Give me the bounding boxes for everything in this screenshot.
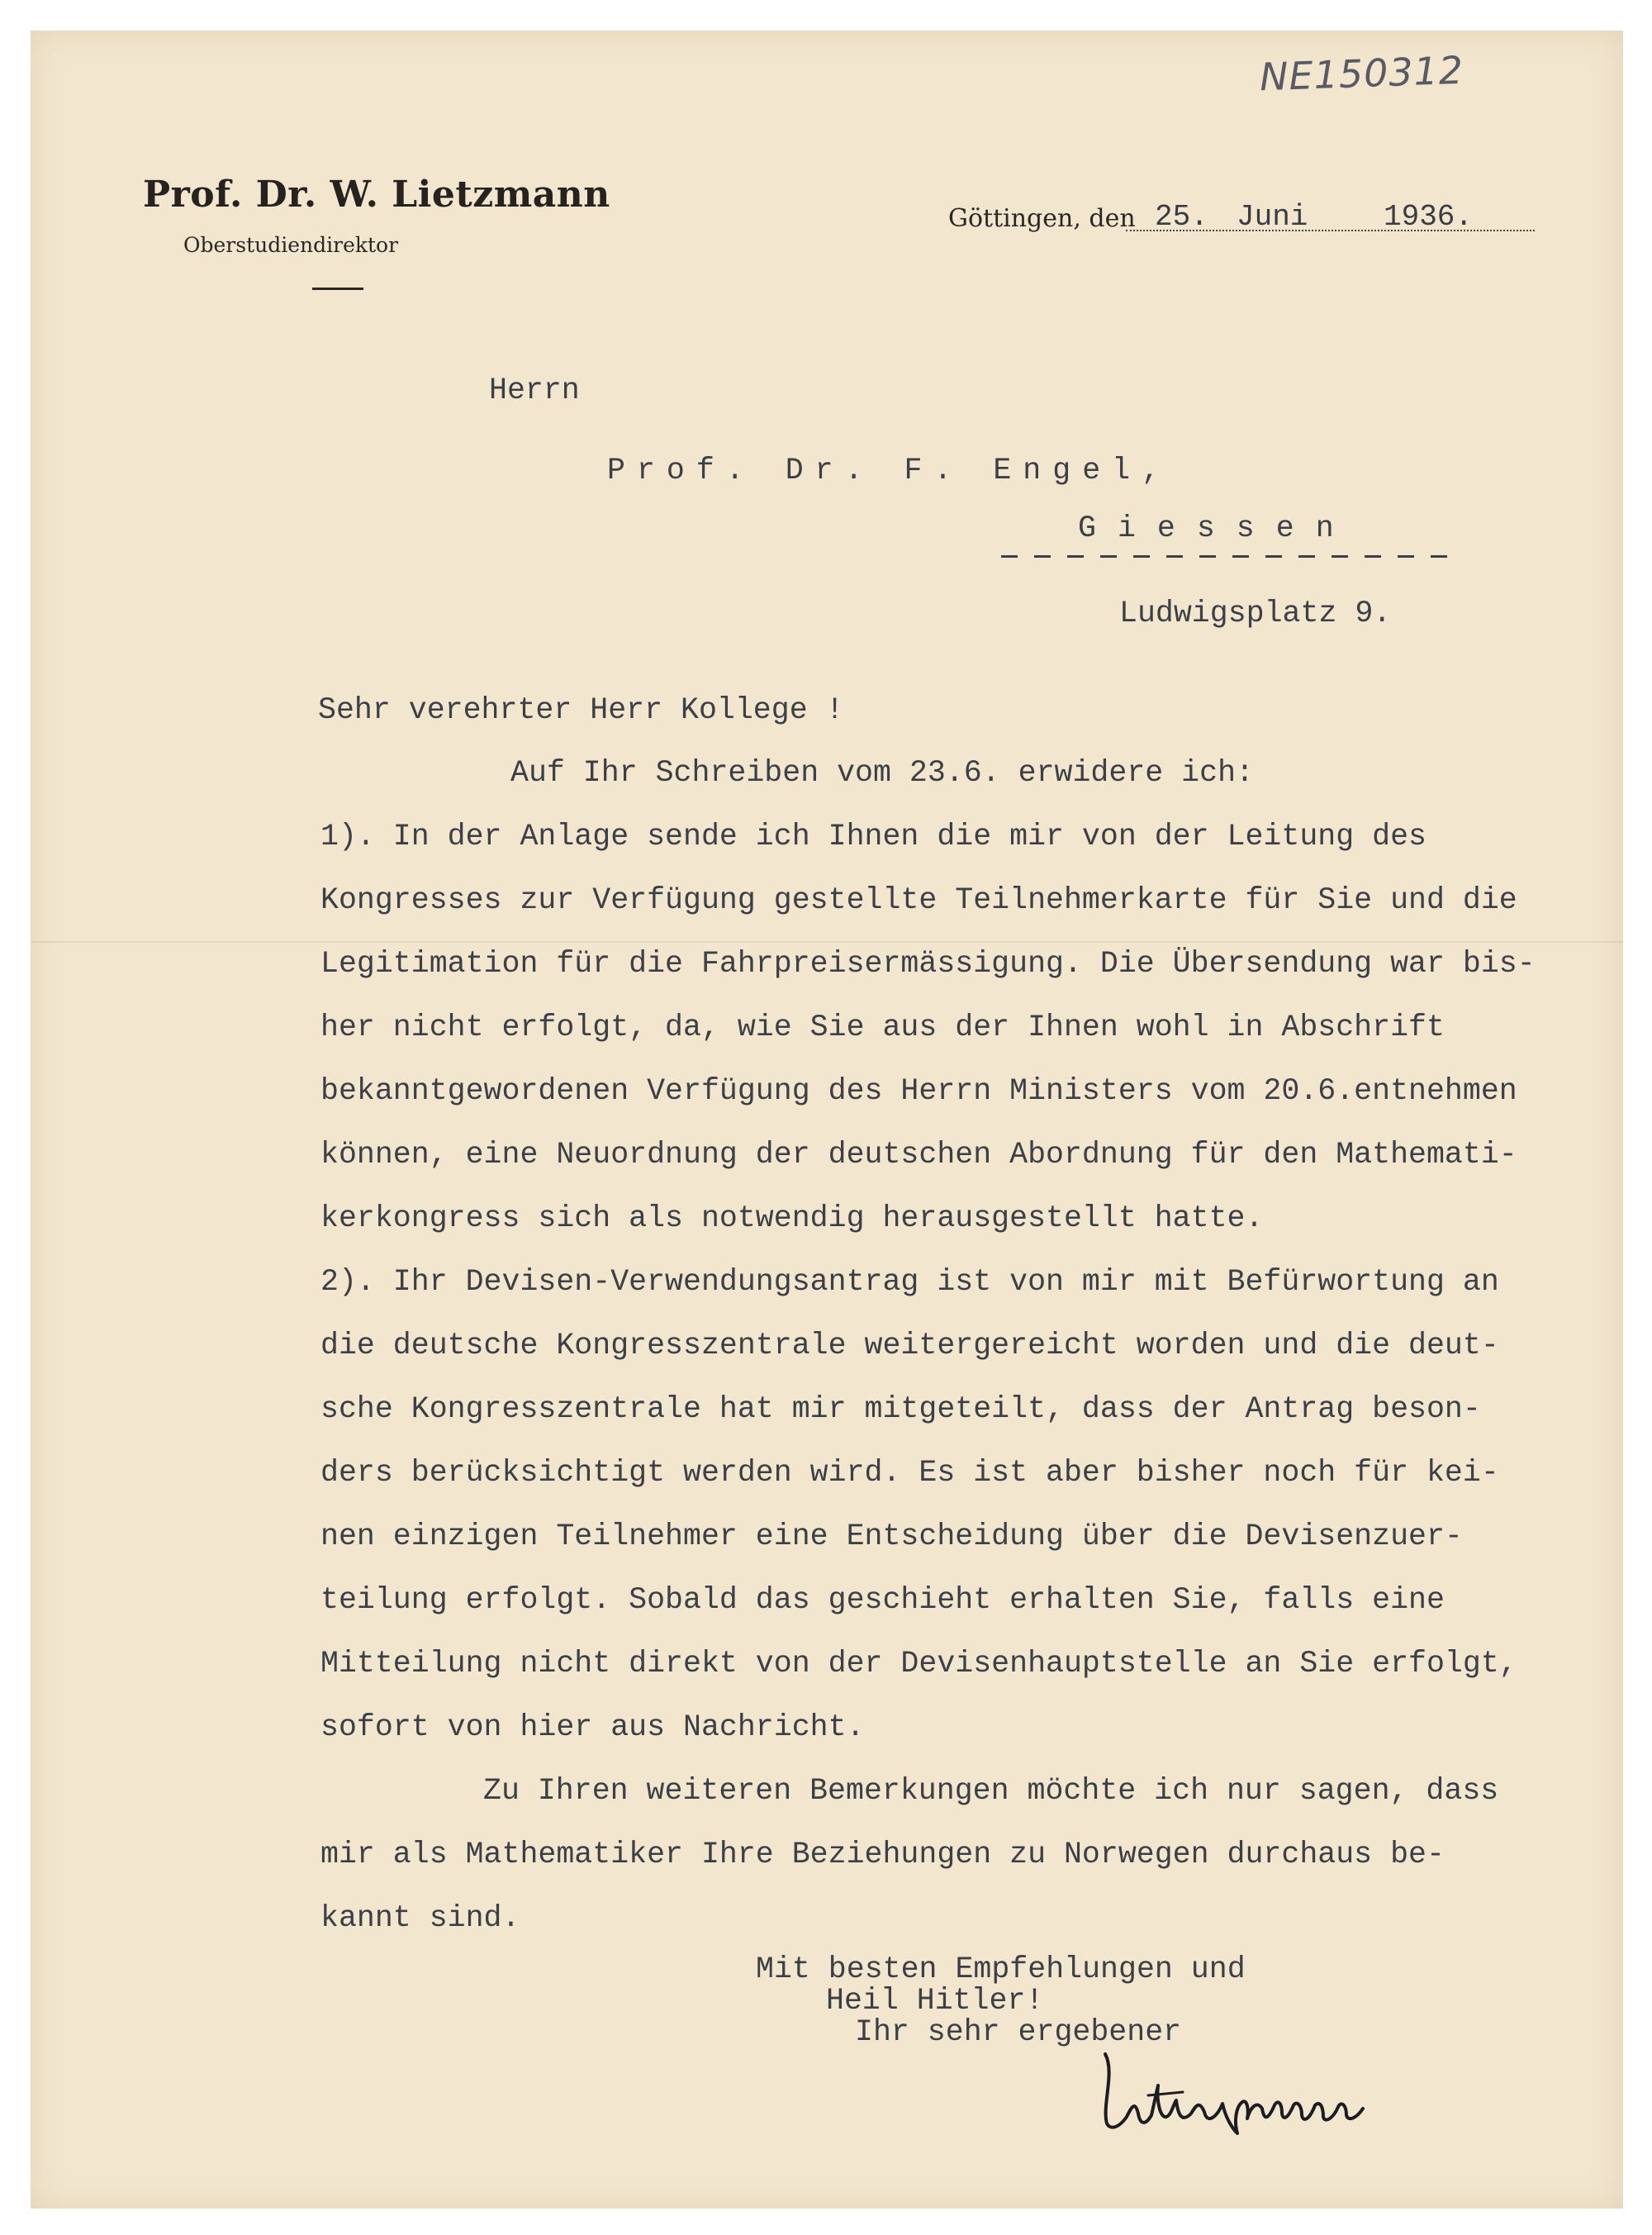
letterhead-title: Oberstudiendirektor (183, 233, 399, 257)
body-line: bekanntgewordenen Verfügung des Herrn Ministers vom 20.6.entnehmen (320, 1074, 1517, 1108)
body-line: her nicht erfolgt, da, wie Sie aus der Ihnen wohl in Abschrift (320, 1011, 1445, 1044)
body-line: Legitimation für die Fahrpreisermässigung. Die Übersendung war bis- (320, 947, 1536, 981)
body-line: Kongresses zur Verfügung gestellte Teilnehmerkarte für Sie und die (320, 883, 1517, 917)
body-line: nen einzigen Teilnehmer eine Entscheidung über die Devisenzuer- (320, 1519, 1463, 1553)
body-line: Zu Ihren weiteren Bemerkungen möchte ich nur sagen, dass (483, 1774, 1499, 1808)
body-line: 1). In der Anlage sende ich Ihnen die mir von der Leitung des (320, 820, 1427, 854)
closing-line: Ihr sehr ergebener (855, 2015, 1182, 2049)
date-month: Juni (1237, 200, 1308, 234)
letterhead-name: Prof. Dr. W. Lietzmann (143, 174, 610, 216)
body-line: Mitteilung nicht direkt von der Devisenhauptstelle an Sie erfolgt, (320, 1647, 1517, 1681)
closing-line: Heil Hitler! (826, 1984, 1044, 2018)
closing-line: Mit besten Empfehlungen und (756, 1952, 1246, 1986)
body-line: kerkongress sich als notwendig herausgestellt hatte. (320, 1201, 1264, 1235)
body-line: kannt sind. (320, 1901, 520, 1935)
letterhead-divider (312, 288, 363, 290)
body-line: die deutsche Kongresszentrale weitergereicht worden und die deut- (320, 1329, 1499, 1362)
body-line: ders berücksichtigt werden wird. Es ist aber bisher noch für kei- (320, 1456, 1499, 1490)
address-street: Ludwigsplatz 9. (1119, 597, 1392, 630)
body-line: können, eine Neuordnung der deutschen Abordnung für den Mathemati- (320, 1138, 1517, 1172)
address-name: Prof. Dr. F. Engel, (607, 454, 1172, 487)
greeting: Sehr verehrter Herr Kollege ! (318, 693, 844, 727)
body-line: sche Kongresszentrale hat mir mitgeteilt, dass der Antrag beson- (320, 1392, 1481, 1426)
archive-id: NE150312 (1259, 47, 1464, 100)
date-prefix: Göttingen, den (948, 204, 1136, 233)
handwritten-signature (1090, 2047, 1421, 2138)
letter-sheet (31, 31, 1623, 2209)
body-line: Auf Ihr Schreiben vom 23.6. erwidere ich: (510, 756, 1254, 790)
date-year: 1936. (1384, 200, 1474, 234)
body-line: teilung erfolgt. Sobald das geschieht erhalten Sie, falls eine (320, 1583, 1445, 1617)
body-line: mir als Mathematiker Ihre Beziehungen zu Norwegen durchaus be- (320, 1838, 1445, 1871)
address-city: Giessen (1078, 511, 1355, 545)
address-dashed-underline (1001, 555, 1455, 558)
address-salutation: Herrn (489, 373, 580, 407)
body-line: 2). Ihr Devisen-Verwendungsantrag ist von mir mit Befürwortung an (320, 1265, 1499, 1299)
fold-crease (31, 941, 1623, 943)
body-line: sofort von hier aus Nachricht. (320, 1710, 865, 1744)
date-day: 25. (1155, 200, 1208, 234)
